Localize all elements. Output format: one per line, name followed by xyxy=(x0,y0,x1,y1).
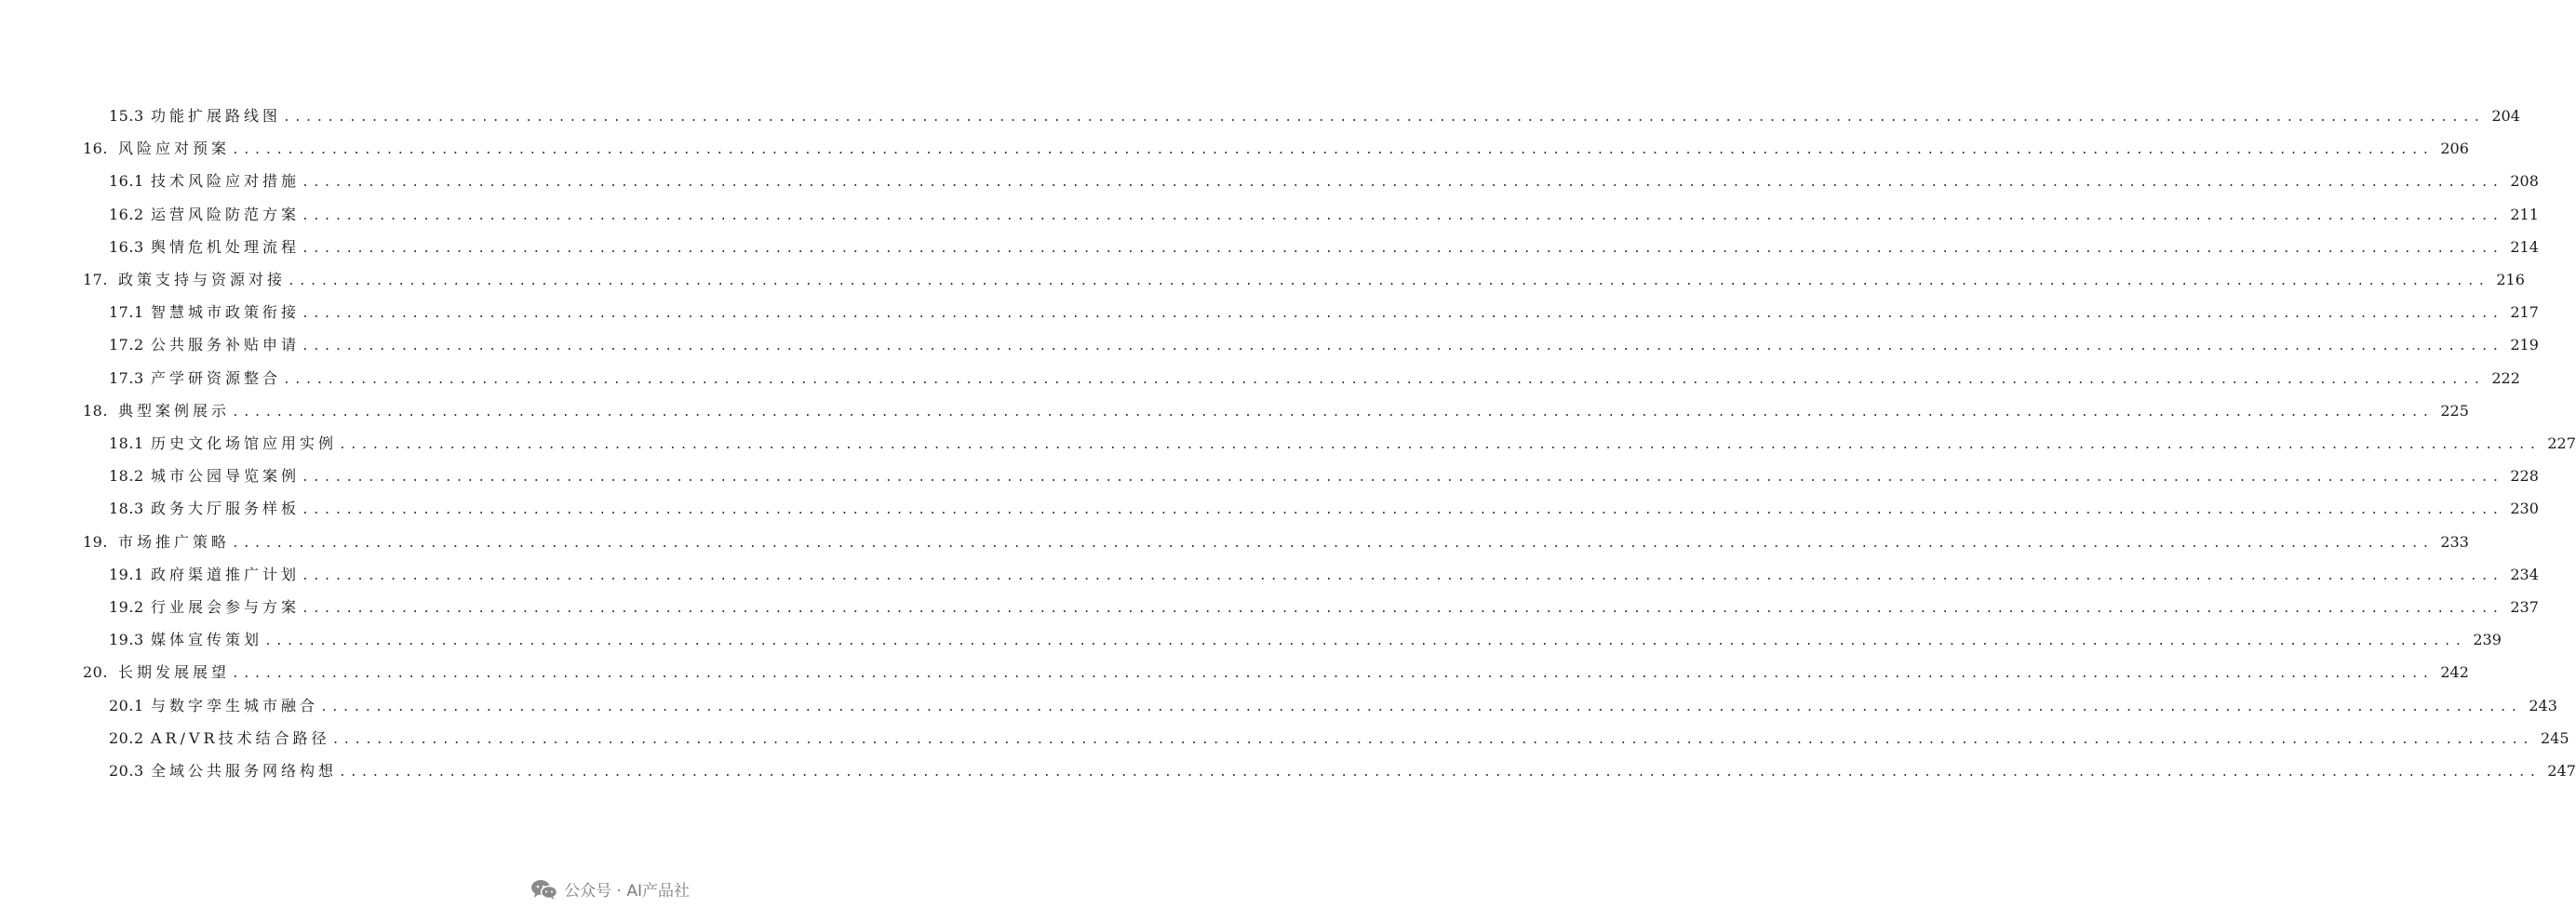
toc-dot-leader: ........................................................................................................................................................................................................ xyxy=(302,176,2503,191)
toc-entry-title: 舆情危机处理流程 xyxy=(151,237,301,256)
toc-section-entry xyxy=(109,696,2557,718)
toc-entry-title: 市场推广策略 xyxy=(118,532,231,551)
toc-entry-title: 行业展会参与方案 xyxy=(151,598,301,616)
toc-page-number: 245 xyxy=(2540,728,2569,747)
toc-section-entry xyxy=(109,237,2539,260)
toc-dot-leader: ........................................................................................................................................................................................................ xyxy=(232,405,2434,420)
toc-entry-number: 19.3 xyxy=(109,631,144,649)
toc-section-entry xyxy=(109,597,2539,620)
toc-page-number: 216 xyxy=(2496,271,2525,288)
toc-section-entry xyxy=(109,565,2539,587)
toc-entry-title: 城市公园导览案例 xyxy=(151,467,301,486)
toc-entry-title: 技术风险应对措施 xyxy=(151,172,301,191)
toc-entry-number: 17. xyxy=(83,271,108,288)
toc-dot-leader: ........................................................................................................................................................................................................ xyxy=(232,667,2434,682)
toc-section-entry xyxy=(109,205,2539,227)
toc-entry-title: 与数字孪生城市融合 xyxy=(151,696,319,714)
toc-dot-leader: ........................................................................................................................................................................................................ xyxy=(302,602,2503,616)
toc-entry-number: 19. xyxy=(83,532,108,551)
toc-entry-number: 17.1 xyxy=(109,303,144,322)
toc-entry-title: 历史文化场馆应用实例 xyxy=(151,434,338,452)
toc-entry-number: 18.1 xyxy=(109,434,144,452)
toc-entry-number: 16.2 xyxy=(109,205,144,223)
toc-entry-title: 长期发展展望 xyxy=(118,663,231,682)
toc-entry-title: 产学研资源整合 xyxy=(151,368,282,387)
watermark xyxy=(530,877,690,901)
toc-section-entry xyxy=(109,171,2539,194)
toc-section-entry xyxy=(109,106,2520,128)
toc-chapter-entry xyxy=(83,532,2469,554)
toc-entry-number: 16.3 xyxy=(109,237,144,256)
toc-page-number: 237 xyxy=(2510,598,2539,616)
toc-dot-leader: ........................................................................................................................................................................................................ xyxy=(302,568,2503,583)
toc-entry-number: 20.1 xyxy=(109,696,144,714)
toc-dot-leader: ........................................................................................................................................................................................................ xyxy=(302,471,2503,486)
toc-dot-leader: ........................................................................................................................................................................................................ xyxy=(264,634,2466,649)
toc-dot-leader: ........................................................................................................................................................................................................ xyxy=(302,208,2503,223)
toc-entry-title: 政策支持与资源对接 xyxy=(118,271,287,288)
toc-dot-leader: ........................................................................................................................................................................................................ xyxy=(232,143,2434,158)
toc-page-number: 208 xyxy=(2510,172,2539,191)
toc-section-entry xyxy=(109,302,2539,325)
toc-entry-number: 17.2 xyxy=(109,336,144,354)
watermark-text: 公众号 · AI产品社 xyxy=(564,882,690,901)
toc-chapter-entry xyxy=(83,270,2525,292)
toc-entry-title: 全域公共服务网络构想 xyxy=(151,762,338,780)
toc-entry-number: 19.1 xyxy=(109,565,144,583)
toc-page-number: 243 xyxy=(2529,696,2557,714)
toc-entry-title: 风险应对预案 xyxy=(118,140,231,158)
toc-entry-number: 18.2 xyxy=(109,467,144,486)
toc-page-number: 233 xyxy=(2440,532,2469,551)
toc-dot-leader: ........................................................................................................................................................................................................ xyxy=(283,372,2485,387)
toc-page-number: 219 xyxy=(2510,336,2539,354)
toc-dot-leader: ........................................................................................................................................................................................................ xyxy=(339,438,2541,452)
toc-entry-number: 20.3 xyxy=(109,762,144,780)
toc-dot-leader: ........................................................................................................................................................................................................ xyxy=(288,274,2489,288)
toc-entry-number: 20. xyxy=(83,663,108,682)
toc-page-number: 222 xyxy=(2491,368,2520,387)
toc-page-number: 239 xyxy=(2473,631,2502,649)
toc-entry-number: 15.3 xyxy=(109,107,144,125)
toc-chapter-entry xyxy=(83,139,2469,161)
toc-entry-title: 智慧城市政策衔接 xyxy=(151,303,301,322)
toc-entry-number: 19.2 xyxy=(109,598,144,616)
toc-section-entry xyxy=(109,335,2539,357)
toc-entry-title: 运营风险防范方案 xyxy=(151,205,301,223)
toc-section-entry xyxy=(109,434,2576,456)
toc-dot-leader: ........................................................................................................................................................................................................ xyxy=(302,340,2503,354)
toc-entry-number: 16.1 xyxy=(109,172,144,191)
toc-page-number: 217 xyxy=(2510,303,2539,322)
toc-section-entry xyxy=(109,368,2520,391)
toc-section-entry xyxy=(109,499,2539,521)
toc-page-number: 234 xyxy=(2510,565,2539,583)
toc-page-number: 242 xyxy=(2440,663,2469,682)
toc-dot-leader: ........................................................................................................................................................................................................ xyxy=(232,536,2434,551)
toc-dot-leader: ........................................................................................................................................................................................................ xyxy=(339,766,2541,780)
toc-section-entry xyxy=(109,630,2502,652)
toc-page-number: 225 xyxy=(2440,401,2469,420)
toc-dot-leader: ........................................................................................................................................................................................................ xyxy=(302,241,2503,256)
toc-page-number: 211 xyxy=(2510,205,2539,223)
toc-entry-title: 典型案例展示 xyxy=(118,401,231,420)
toc-page-number: 204 xyxy=(2491,107,2520,125)
toc-chapter-entry xyxy=(83,662,2469,685)
toc-entry-title: 媒体宣传策划 xyxy=(151,631,263,649)
toc-section-entry xyxy=(109,466,2539,488)
toc-section-entry xyxy=(109,728,2569,751)
toc-page-number: 230 xyxy=(2510,500,2539,518)
wechat-icon xyxy=(530,878,558,901)
toc-entry-title: AR/VR技术结合路径 xyxy=(151,728,330,747)
toc-dot-leader: ........................................................................................................................................................................................................ xyxy=(283,111,2485,125)
toc-entry-number: 20.2 xyxy=(109,728,144,747)
toc-entry-title: 政务大厅服务样板 xyxy=(151,500,301,518)
toc-page-number: 228 xyxy=(2510,467,2539,486)
toc-entry-title: 政府渠道推广计划 xyxy=(151,565,301,583)
toc-dot-leader: ........................................................................................................................................................................................................ xyxy=(302,503,2503,518)
toc-section-entry xyxy=(109,761,2576,783)
toc-dot-leader: ........................................................................................................................................................................................................ xyxy=(302,307,2503,322)
toc-dot-leader: ........................................................................................................................................................................................................ xyxy=(320,700,2522,714)
toc-page-number: 214 xyxy=(2510,237,2539,256)
toc-entry-number: 18. xyxy=(83,401,108,420)
toc-page-number: 206 xyxy=(2440,140,2469,158)
toc-entry-number: 17.3 xyxy=(109,368,144,387)
toc-dot-leader: ........................................................................................................................................................................................................ xyxy=(331,732,2533,747)
toc-chapter-entry xyxy=(83,401,2469,423)
toc-page-number: 227 xyxy=(2547,434,2576,452)
toc-entry-title: 公共服务补贴申请 xyxy=(151,336,301,354)
toc-entry-number: 18.3 xyxy=(109,500,144,518)
toc-entry-title: 功能扩展路线图 xyxy=(151,107,282,125)
toc-entry-number: 16. xyxy=(83,140,108,158)
toc-page-number: 247 xyxy=(2547,762,2576,780)
